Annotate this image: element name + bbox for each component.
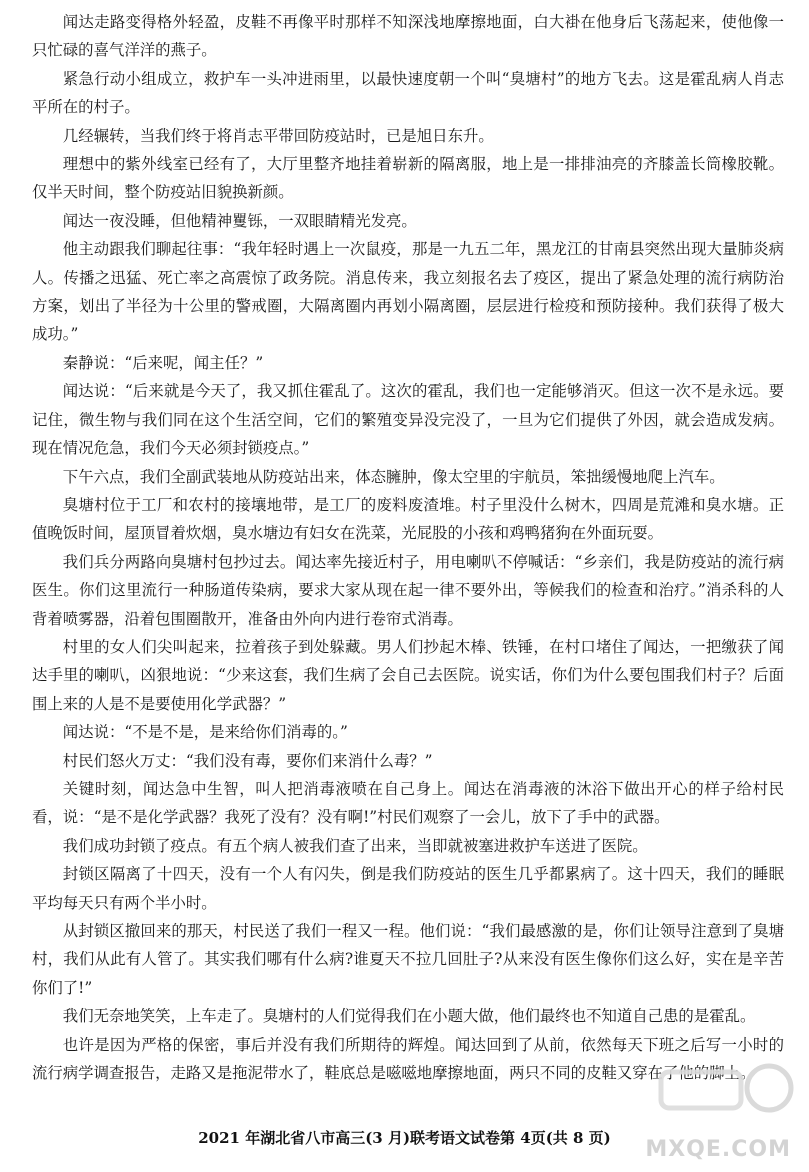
paragraph-11: 我们兵分两路向臭塘村包抄过去。闻达率先接近村子，用电喇叭不停喊话：“乡亲们，我是防疫站的流行病医生。你们这里流行一种肠道传染病，要求大家从现在起一律不要外出，等候我们的检查和治疗。”消杀科的人 背着喷雾器，沿着包围圈散开，准备由外向内进行卷帘式消毒。 — [32, 552, 784, 628]
paragraph-10: 臭塘村位于工厂和农村的接壤地带，是工厂的废料废渣堆。村子里没什么树木，四周是荒滩和臭水塘。正值晚饭时间，屋顶冒着炊烟，臭水塘边有妇女在洗菜，光屁股的小孩和鸡鸭猪狗在外面玩耍。 — [32, 495, 784, 543]
article-body — [32, 8, 784, 1087]
paragraph-8: 闻达说：“后来就是今天了，我又抓住霍乱了。这次的霍乱，我们也一定能够消灭。但这一次不是永远。要记住，微生物与我们同在这个生活空间，它们的繁殖变异没完没了，一旦为它们提供了外因，就会造成发病。现在情况危急，我们今天必须封锁疫点。” — [32, 382, 784, 458]
page-footer: 2021 年湖北省八市高三(3 月)联考语文试卷第 4页(共 8 页) — [198, 1129, 611, 1147]
paragraph-15: 关键时刻，闻达急中生智，叫人把消毒液喷在自己身上。闻达在消毒液的沐浴下做出开心的样子给村民看，说：“是不是化学武器？我死了没有？没有啊!”村民们观察了一会儿，放下了手中的武器。 — [32, 779, 784, 827]
paragraph-9: 下午六点，我们全副武装地从防疫站出来，体态臃肿，像太空里的宇航员，笨拙缓慢地爬上汽车。 — [62, 467, 725, 486]
paragraph-14: 村民们怒火万丈：“我们没有毒，要你们来消什么毒？” — [62, 751, 433, 770]
paragraph-2: 紧急行动小组成立，救护车一头冲进雨里，以最快速度朝一个叫“臭塘村”的地方飞去。这是霍乱病人肖志平所在的村子。 — [32, 69, 784, 117]
paragraph-13: 闻达说：“不是不是，是来给你们消毒的。” — [62, 723, 348, 742]
paragraph-16: 我们成功封锁了疫点。有五个病人被我们查了出来，当即就被塞进救护车送进了医院。 — [62, 836, 648, 855]
paragraph-19: 我们无奈地笑笑，上车走了。臭塘村的人们觉得我们在小题大做，他们最终也不知道自己患的是霍乱。 — [62, 1007, 756, 1026]
paragraph-5: 闻达一夜没睡，但他精神矍铄，一双眼睛精光发亮。 — [62, 211, 417, 230]
paragraph-6: 他主动跟我们聊起往事：“我年轻时遇上一次鼠疫，那是一九五二年，黑龙江的甘南县突然出现大量肺炎病人。传播之迅猛、死亡率之高震惊了政务院。消息传来，我立刻报名去了疫区，提出了紧急处理的流行病防治方案，划出了半径为十公里的警戒圈，大隔离圈内再划小隔离圈，层层进行检疫和预防接种。我们获得了极大成功。” — [32, 240, 784, 344]
paragraph-1: 闻达走路变得格外轻盈，皮鞋不再像平时那样不知深浅地摩擦地面，白大褂在他身后飞荡起来，使他像一只忙碌的喜气洋洋的燕子。 — [32, 13, 784, 60]
paragraph-7: 秦静说：“后来呢，闻主任？” — [62, 353, 264, 372]
paragraph-17: 封锁区隔离了十四天，没有一个人有闪失，倒是我们防疫站的医生几乎都累病了。这十四天，我们的睡眠平均每天只有两个半小时。 — [32, 865, 784, 912]
watermark-text: MXQE.COM — [645, 1137, 791, 1162]
paragraph-12: 村里的女人们尖叫起来，拉着孩子到处躲藏。男人们抄起木棒、铁锤，在村口堵住了闻达，一把缴获了闻达手里的喇叭，凶狠地说：“少来这套，我们生病了会自己去医院。说实话，你们为什么要包围我们村子？后面围上来的人是不是要使用化学武器？” — [32, 637, 784, 713]
paragraph-4: 理想中的紫外线室已经有了，大厅里整齐地挂着崭新的隔离服，地上是一排排油亮的齐膝盖长筒橡胶靴。仅半天时间，整个防疫站旧貌换新颜。 — [32, 155, 784, 202]
paragraph-3: 几经辗转，当我们终于将肖志平带回防疫站时，已是旭日东升。 — [62, 126, 494, 145]
paragraph-20: 也许是因为严格的保密，事后并没有我们所期待的辉煌。闻达回到了从前，依然每天下班之后写一小时的流行病学调查报告，走路又是拖泥带水了，鞋底总是嗞嗞地摩擦地面，两只不同的皮鞋又穿在了他的脚上。 — [32, 1035, 784, 1083]
paragraph-18: 从封锁区撤回来的那天，村民送了我们一程又一程。他们说：“我们最感激的是，你们让领导注意到了臭塘村，我们从此有人管了。其实我们哪有什么病?谁夏天不拉几回肚子?从来没有医生像你们这么好，实在是辛苦你们了!” — [32, 922, 784, 997]
